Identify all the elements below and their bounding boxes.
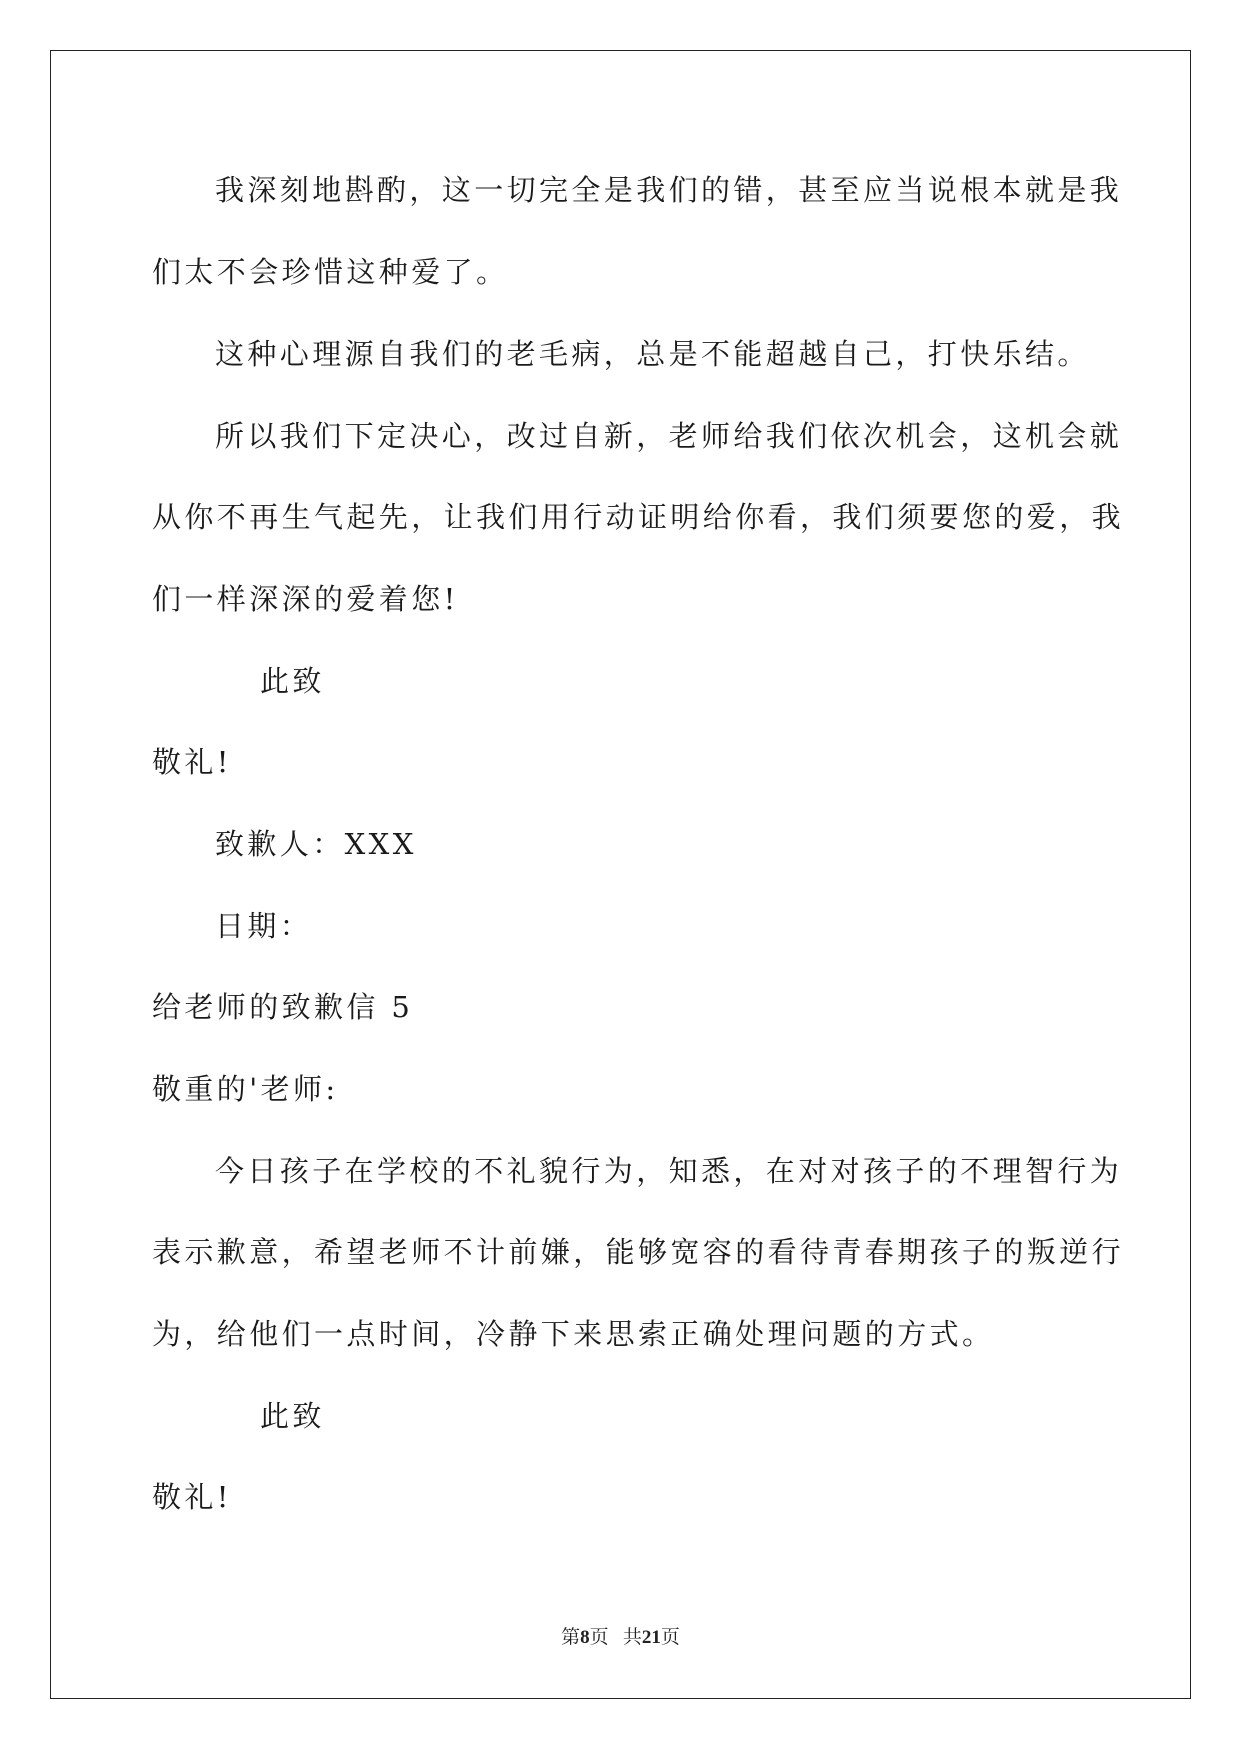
page-border: [50, 50, 1191, 1699]
letter-title: 给老师的致歉信 5: [152, 990, 414, 1024]
closing-salutation: 此致: [260, 664, 325, 698]
date-line: 日期：: [215, 909, 313, 943]
paragraph-line: 表示歉意，希望老师不计前嫌，能够宽容的看待青春期孩子的叛逆行: [152, 1235, 1125, 1269]
paragraph-line: 今日孩子在学校的不礼貌行为，知悉，在对对孩子的不理智行为: [215, 1154, 1123, 1188]
total-page-number: 21: [641, 1627, 661, 1648]
current-page-number: 8: [580, 1627, 590, 1648]
closing-regards: 敬礼!: [152, 745, 232, 779]
paragraph-line: 从你不再生气起先，让我们用行动证明给你看，我们须要您的爱，我: [152, 500, 1125, 534]
footer-prefix: 第: [561, 1627, 581, 1648]
closing-salutation: 此致: [260, 1399, 325, 1433]
letter-greeting: 敬重的'老师:: [152, 1072, 339, 1106]
footer-suffix: 页: [660, 1627, 680, 1648]
signature-line: 致歉人：XXX: [215, 827, 417, 861]
footer-middle: 页 共: [589, 1627, 642, 1648]
paragraph-line: 们太不会珍惜这种爱了。: [152, 255, 509, 289]
paragraph-line: 为，给他们一点时间，冷静下来思索正确处理问题的方式。: [152, 1317, 995, 1351]
page-footer: [0, 1622, 1241, 1649]
paragraph-line: 所以我们下定决心，改过自新，老师给我们依次机会，这机会就: [215, 419, 1123, 453]
paragraph-line: 这种心理源自我们的老毛病，总是不能超越自己，打快乐结。: [215, 337, 1090, 371]
closing-regards: 敬礼!: [152, 1480, 232, 1514]
paragraph-line: 我深刻地斟酌，这一切完全是我们的错，甚至应当说根本就是我: [215, 173, 1123, 207]
paragraph-line: 们一样深深的爱着您!: [152, 582, 459, 616]
